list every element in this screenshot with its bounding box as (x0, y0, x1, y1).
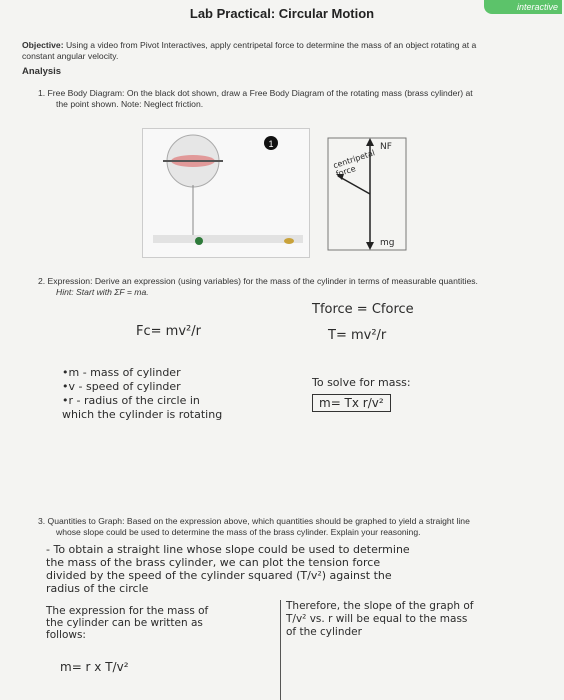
answer-divider (280, 600, 281, 700)
variable-radius-2: which the cylinder is rotating (62, 408, 223, 421)
objective-label: Objective: (22, 40, 64, 50)
fbd-label-mg: mg (380, 238, 395, 248)
answer-3-line-3: divided by the speed of the cylinder squared (T/v²) against the (46, 569, 392, 582)
right-line-1: Therefore, the slope of the graph of (286, 600, 474, 612)
handwritten-answer-3 (46, 543, 556, 595)
handwritten-solve-label: To solve for mass: (312, 376, 411, 389)
question-1 (38, 88, 558, 110)
fbd-label-centripetal: centripetal force (332, 148, 377, 179)
handwritten-boxed-answer: m= Tx r/v² (312, 394, 391, 412)
svg-text:1: 1 (268, 139, 274, 149)
objective-text-2: constant angular velocity. (22, 51, 119, 61)
question-1-text: 1. Free Body Diagram: On the black dot shown, draw a Free Body Diagram of the rotating mass (brass cylinder) at (38, 88, 473, 98)
left-line-3: follows: (46, 629, 86, 641)
handwritten-final-equation: m= r x T/v² (60, 660, 129, 674)
handwritten-variable-list (62, 366, 222, 422)
left-line-1: The expression for the mass of (46, 605, 209, 617)
variable-radius: •r - radius of the circle in (62, 394, 200, 407)
handwritten-left-column (46, 605, 208, 641)
fbd-label-nf: NF (380, 142, 392, 152)
question-2-hint: Hint: Start with ΣF = ma. (56, 287, 149, 297)
answer-3-line-4: radius of the circle (46, 582, 149, 595)
variable-mass: •m - mass of cylinder (62, 366, 181, 379)
objective (22, 40, 558, 62)
rotating-apparatus-image (143, 129, 309, 257)
question-3 (38, 516, 558, 538)
objective-text: Using a video from Pivot Interactives, apply centripetal force to determine the mass of an object rotating at a (65, 40, 477, 50)
right-line-2: T/v² vs. r will be equal to the mass (286, 613, 468, 625)
handwritten-tforce: Tforce = Cforce (312, 302, 414, 317)
free-body-diagram (314, 134, 420, 254)
analysis-heading: Analysis (22, 66, 62, 77)
question-2 (38, 276, 558, 298)
video-frame (142, 128, 310, 258)
question-3-text: 3. Quantities to Graph: Based on the expression above, which quantities should be graphed to yield a straight line (38, 516, 470, 526)
answer-3-line-1: - To obtain a straight line whose slope could be used to determine (46, 543, 410, 556)
page-title: Lab Practical: Circular Motion (189, 6, 375, 21)
answer-3-line-2: the mass of the brass cylinder, we can plot the tension force (46, 556, 381, 569)
variable-speed: •v - speed of cylinder (62, 380, 181, 393)
question-2-text: 2. Expression: Derive an expression (using variables) for the mass of the cylinder in terms of measurable quantities. (38, 276, 478, 286)
handwritten-fc-equation: Fc= mv²/r (136, 324, 201, 339)
right-line-3: of the cylinder (286, 626, 362, 638)
pivot-interactives-logo: interactive (484, 0, 562, 14)
left-line-2: the cylinder can be written as (46, 617, 203, 629)
handwritten-right-column (286, 600, 473, 639)
handwritten-t-equation: T= mv²/r (328, 328, 387, 343)
question-1-text-2: the point shown. Note: Neglect friction. (56, 99, 204, 109)
question-3-text-2: whose slope could be used to determine the mass of the brass cylinder. Explain your reasoning. (56, 527, 421, 537)
